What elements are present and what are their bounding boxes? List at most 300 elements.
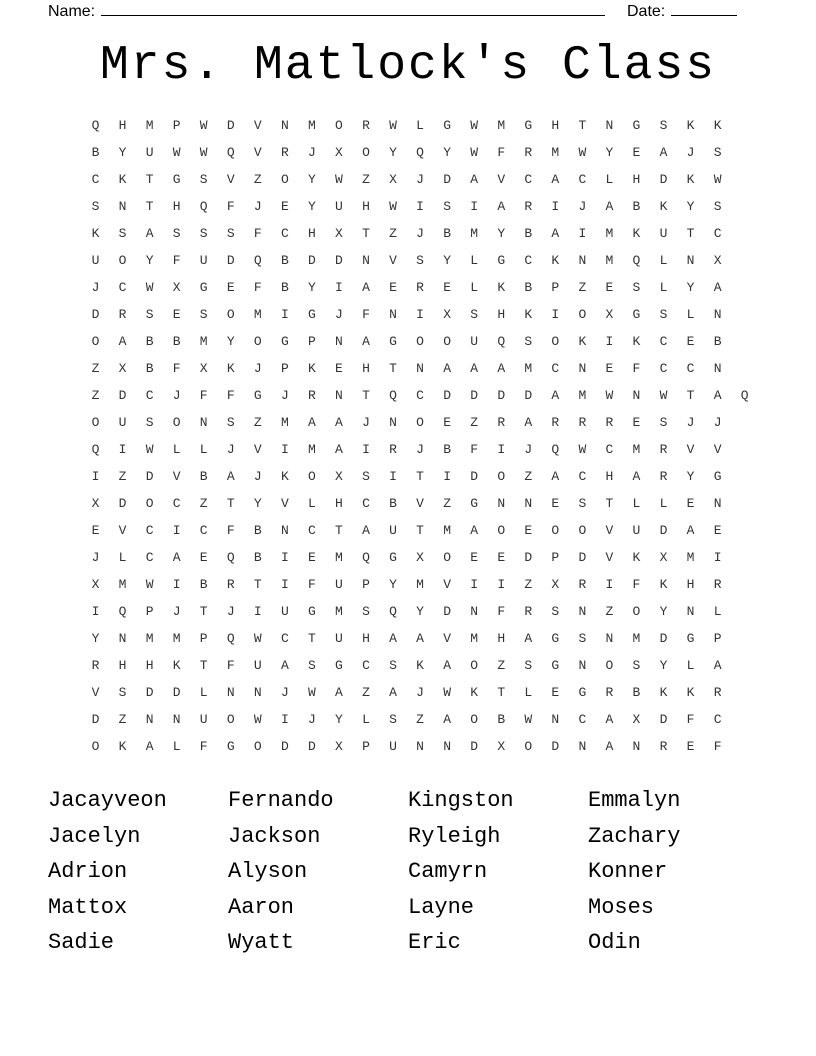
grid-letter: G (307, 604, 316, 619)
grid-letter: P (307, 334, 316, 349)
grid-letter: B (280, 253, 289, 268)
grid-letter: E (335, 361, 343, 376)
grid-letter: X (335, 226, 343, 241)
grid-letter: R (416, 280, 424, 295)
grid-row (82, 467, 758, 494)
grid-letter: S (118, 226, 127, 241)
grid-letter: P (551, 280, 560, 295)
grid-letter: C (91, 172, 100, 187)
grid-letter: T (686, 226, 695, 241)
grid-letter: L (686, 307, 695, 322)
grid-letter: F (713, 739, 722, 754)
grid-letter: I (362, 442, 370, 457)
grid-letter: T (416, 523, 424, 538)
grid-letter: O (470, 712, 479, 727)
grid-letter: I (497, 442, 506, 457)
grid-letter: T (145, 172, 154, 187)
grid-letter: Z (524, 469, 533, 484)
grid-letter: D (91, 712, 100, 727)
grid-letter: D (145, 685, 154, 700)
grid-letter: I (443, 469, 452, 484)
grid-letter: V (443, 577, 452, 592)
grid-letter: O (632, 604, 641, 619)
grid-letter: U (389, 523, 397, 538)
grid-letter: Q (226, 631, 235, 646)
grid-letter: H (145, 658, 154, 673)
grid-letter: R (713, 577, 722, 592)
grid-letter: I (280, 442, 289, 457)
grid-letter: O (118, 253, 127, 268)
grid-letter: E (551, 496, 560, 511)
grid-letter: J (253, 199, 262, 214)
grid-letter: V (686, 442, 695, 457)
grid-letter: K (659, 685, 668, 700)
grid-letter: A (280, 658, 289, 673)
grid-letter: Y (145, 253, 154, 268)
grid-letter: I (578, 226, 587, 241)
grid-letter: C (713, 712, 722, 727)
grid-letter: A (632, 469, 641, 484)
grid-letter: U (470, 334, 479, 349)
grid-letter: O (578, 523, 587, 538)
grid-letter: K (578, 334, 587, 349)
grid-row (82, 359, 758, 386)
grid-letter: W (335, 172, 343, 187)
grid-letter: Y (226, 334, 235, 349)
grid-letter: R (524, 145, 533, 160)
word-list-item: Odin (588, 930, 641, 956)
grid-letter: L (713, 604, 722, 619)
grid-letter: Y (605, 145, 614, 160)
grid-letter: V (389, 253, 397, 268)
grid-letter: I (713, 550, 722, 565)
grid-letter: J (416, 172, 424, 187)
grid-letter: I (91, 469, 100, 484)
grid-letter: K (686, 172, 695, 187)
grid-letter: A (362, 523, 370, 538)
grid-letter: N (713, 361, 722, 376)
grid-letter: G (578, 685, 587, 700)
grid-letter: L (199, 685, 208, 700)
grid-letter: M (145, 631, 154, 646)
grid-letter: X (551, 577, 560, 592)
grid-letter: X (199, 361, 208, 376)
grid-letter: R (659, 442, 668, 457)
grid-letter: X (389, 172, 397, 187)
grid-letter: M (605, 253, 614, 268)
grid-letter: O (497, 469, 506, 484)
grid-letter: G (524, 118, 533, 133)
grid-letter: U (659, 226, 668, 241)
grid-letter: N (686, 604, 695, 619)
grid-letter: X (605, 307, 614, 322)
grid-letter: N (118, 199, 127, 214)
grid-letter: Y (497, 226, 506, 241)
grid-letter: N (226, 685, 235, 700)
grid-letter: L (659, 253, 668, 268)
grid-letter: Z (118, 712, 127, 727)
grid-letter: S (524, 334, 533, 349)
grid-letter: G (199, 280, 208, 295)
grid-letter: T (199, 604, 208, 619)
grid-letter: B (524, 280, 533, 295)
grid-letter: V (605, 550, 614, 565)
grid-letter: X (443, 307, 452, 322)
word-list-item: Wyatt (228, 930, 295, 956)
grid-letter: G (389, 334, 397, 349)
grid-letter: N (686, 253, 695, 268)
grid-letter: Q (416, 145, 424, 160)
grid-letter: O (226, 712, 235, 727)
grid-letter: J (280, 388, 289, 403)
grid-letter: G (686, 631, 695, 646)
grid-letter: Q (389, 604, 397, 619)
grid-letter: O (470, 658, 479, 673)
grid-letter: Z (416, 712, 424, 727)
grid-letter: W (199, 118, 208, 133)
grid-letter: N (199, 415, 208, 430)
grid-letter: L (659, 280, 668, 295)
grid-row (82, 683, 758, 710)
grid-row (82, 440, 758, 467)
grid-letter: R (659, 739, 668, 754)
grid-letter: T (389, 361, 397, 376)
grid-letter: H (362, 199, 370, 214)
grid-letter: L (470, 280, 479, 295)
grid-letter: B (497, 712, 506, 727)
grid-letter: Z (362, 172, 370, 187)
word-list-item: Mattox (48, 894, 128, 920)
grid-letter: I (416, 307, 424, 322)
grid-letter: M (632, 631, 641, 646)
grid-letter: R (578, 415, 587, 430)
grid-letter: A (145, 226, 154, 241)
grid-letter: R (659, 469, 668, 484)
grid-letter: S (199, 307, 208, 322)
grid-letter: F (686, 712, 695, 727)
grid-letter: U (280, 604, 289, 619)
grid-letter: C (659, 334, 668, 349)
grid-letter: J (172, 604, 181, 619)
grid-letter: A (118, 334, 127, 349)
grid-letter: D (497, 388, 506, 403)
grid-letter: E (172, 307, 181, 322)
grid-letter: P (551, 550, 560, 565)
grid-letter: B (145, 361, 154, 376)
word-list-item: Sadie (48, 930, 115, 956)
grid-letter: C (145, 523, 154, 538)
grid-letter: T (605, 496, 614, 511)
word-list-item: Camyrn (408, 859, 488, 885)
grid-letter: G (443, 118, 452, 133)
word-list-item: Eric (408, 930, 461, 956)
grid-letter: S (199, 226, 208, 241)
grid-letter: M (524, 361, 533, 376)
grid-letter: V (443, 631, 452, 646)
grid-letter: M (199, 334, 208, 349)
grid-letter: F (253, 280, 262, 295)
grid-letter: U (199, 253, 208, 268)
grid-letter: L (172, 739, 181, 754)
grid-row (82, 602, 758, 629)
grid-letter: W (172, 145, 181, 160)
grid-letter: N (713, 496, 722, 511)
grid-letter: N (578, 361, 587, 376)
grid-letter: V (713, 442, 722, 457)
grid-letter: H (118, 118, 127, 133)
grid-letter: M (578, 388, 587, 403)
grid-letter: O (578, 307, 587, 322)
date-blank-line (671, 0, 737, 16)
grid-letter: S (659, 118, 668, 133)
grid-letter: Q (740, 388, 749, 403)
grid-letter: H (551, 118, 560, 133)
grid-letter: H (307, 226, 316, 241)
grid-letter: S (362, 469, 370, 484)
word-list-item: Emmalyn (588, 788, 681, 813)
grid-letter: D (335, 253, 343, 268)
grid-letter: B (199, 577, 208, 592)
grid-letter: C (713, 226, 722, 241)
grid-letter: H (497, 631, 506, 646)
grid-letter: I (497, 577, 506, 592)
grid-letter: K (416, 658, 424, 673)
grid-letter: O (551, 334, 560, 349)
grid-letter: I (605, 334, 614, 349)
grid-letter: O (91, 739, 100, 754)
grid-letter: S (659, 307, 668, 322)
grid-letter: X (172, 280, 181, 295)
grid-letter: D (578, 550, 587, 565)
grid-letter: U (253, 658, 262, 673)
grid-letter: Y (416, 604, 424, 619)
grid-letter: I (470, 199, 479, 214)
grid-letter: F (497, 604, 506, 619)
grid-letter: O (497, 523, 506, 538)
grid-letter: O (280, 172, 289, 187)
grid-letter: A (497, 361, 506, 376)
grid-letter: Y (686, 280, 695, 295)
grid-letter: O (172, 415, 181, 430)
grid-letter: Z (470, 415, 479, 430)
grid-letter: M (470, 226, 479, 241)
grid-letter: Y (686, 199, 695, 214)
grid-letter: J (416, 226, 424, 241)
grid-letter: N (551, 712, 560, 727)
grid-letter: O (524, 739, 533, 754)
grid-letter: E (280, 199, 289, 214)
grid-letter: E (307, 550, 316, 565)
grid-letter: F (470, 442, 479, 457)
grid-letter: N (416, 361, 424, 376)
grid-letter: V (253, 118, 262, 133)
grid-row (82, 521, 758, 548)
grid-letter: X (497, 739, 506, 754)
grid-letter: B (443, 226, 452, 241)
grid-letter: Q (91, 442, 100, 457)
grid-letter: I (470, 577, 479, 592)
grid-letter: N (578, 658, 587, 673)
grid-letter: O (443, 334, 452, 349)
grid-letter: B (145, 334, 154, 349)
grid-letter: C (280, 631, 289, 646)
grid-letter: J (362, 415, 370, 430)
grid-letter: J (172, 388, 181, 403)
grid-letter: E (226, 280, 235, 295)
grid-letter: W (470, 145, 479, 160)
grid-letter: G (632, 307, 641, 322)
grid-letter: D (118, 496, 127, 511)
grid-letter: T (497, 685, 506, 700)
grid-letter: S (659, 415, 668, 430)
grid-letter: Q (497, 334, 506, 349)
grid-letter: R (605, 415, 614, 430)
grid-letter: F (632, 577, 641, 592)
grid-letter: Y (307, 280, 316, 295)
grid-letter: Y (443, 145, 452, 160)
grid-letter: E (686, 496, 695, 511)
grid-letter: D (172, 685, 181, 700)
word-list-item: Zachary (588, 823, 681, 849)
grid-letter: C (307, 523, 316, 538)
grid-letter: K (280, 469, 289, 484)
grid-row (82, 494, 758, 521)
grid-letter: A (605, 712, 614, 727)
grid-letter: F (172, 361, 181, 376)
grid-letter: T (199, 658, 208, 673)
grid-letter: P (362, 739, 370, 754)
grid-row (82, 116, 758, 143)
grid-letter: Z (253, 172, 262, 187)
grid-letter: C (524, 172, 533, 187)
grid-letter: F (226, 658, 235, 673)
grid-letter: O (253, 739, 262, 754)
grid-letter: N (280, 118, 289, 133)
grid-letter: S (524, 658, 533, 673)
grid-letter: R (118, 307, 127, 322)
grid-letter: R (551, 415, 560, 430)
grid-letter: I (416, 199, 424, 214)
grid-letter: C (578, 172, 587, 187)
grid-letter: D (226, 253, 235, 268)
grid-letter: Y (659, 658, 668, 673)
grid-letter: I (280, 550, 289, 565)
grid-letter: K (686, 118, 695, 133)
grid-letter: A (524, 415, 533, 430)
grid-letter: J (253, 361, 262, 376)
grid-letter: S (226, 415, 235, 430)
grid-letter: N (578, 739, 587, 754)
grid-letter: Y (335, 712, 343, 727)
grid-letter: Y (686, 469, 695, 484)
grid-letter: F (172, 253, 181, 268)
grid-letter: W (145, 577, 154, 592)
grid-letter: W (389, 199, 397, 214)
word-list-item: Moses (588, 894, 655, 920)
grid-row (82, 548, 758, 575)
grid-letter: R (605, 685, 614, 700)
grid-letter: Z (605, 604, 614, 619)
grid-letter: T (416, 469, 424, 484)
grid-letter: H (172, 199, 181, 214)
name-label: Name: (48, 3, 96, 20)
grid-letter: E (524, 523, 533, 538)
grid-letter: L (686, 658, 695, 673)
grid-letter: N (253, 685, 262, 700)
grid-letter: M (253, 307, 262, 322)
grid-letter: D (524, 388, 533, 403)
grid-letter: G (713, 469, 722, 484)
grid-letter: O (307, 469, 316, 484)
grid-letter: A (605, 739, 614, 754)
grid-letter: A (524, 631, 533, 646)
grid-letter: C (578, 712, 587, 727)
grid-letter: W (253, 631, 262, 646)
grid-letter: N (497, 496, 506, 511)
grid-letter: H (497, 307, 506, 322)
grid-letter: X (659, 550, 668, 565)
grid-letter: B (253, 550, 262, 565)
grid-letter: S (172, 226, 181, 241)
grid-letter: A (470, 523, 479, 538)
grid-letter: I (551, 307, 560, 322)
grid-letter: P (145, 604, 154, 619)
grid-letter: P (172, 118, 181, 133)
grid-letter: Z (443, 496, 452, 511)
grid-letter: N (632, 739, 641, 754)
grid-letter: W (470, 118, 479, 133)
grid-letter: A (226, 469, 235, 484)
grid-letter: T (686, 388, 695, 403)
grid-letter: S (145, 415, 154, 430)
grid-letter: Q (551, 442, 560, 457)
grid-letter: J (307, 712, 316, 727)
grid-letter: W (145, 280, 154, 295)
grid-letter: Q (118, 604, 127, 619)
word-list (48, 783, 768, 961)
grid-letter: B (632, 685, 641, 700)
grid-letter: Q (253, 253, 262, 268)
grid-letter: A (470, 361, 479, 376)
grid-letter: K (659, 577, 668, 592)
grid-letter: M (632, 442, 641, 457)
grid-letter: P (199, 631, 208, 646)
grid-letter: E (497, 550, 506, 565)
grid-letter: M (145, 118, 154, 133)
grid-letter: D (443, 388, 452, 403)
grid-letter: S (226, 226, 235, 241)
grid-letter: J (524, 442, 533, 457)
grid-letter: O (91, 334, 100, 349)
grid-letter: N (172, 712, 181, 727)
grid-letter: E (605, 361, 614, 376)
grid-letter: G (470, 496, 479, 511)
grid-letter: G (632, 118, 641, 133)
grid-letter: Y (307, 199, 316, 214)
grid-letter: W (145, 442, 154, 457)
grid-letter: H (362, 361, 370, 376)
grid-letter: C (416, 388, 424, 403)
grid-letter: B (91, 145, 100, 160)
grid-letter: K (497, 280, 506, 295)
grid-letter: Z (362, 685, 370, 700)
grid-letter: J (226, 442, 235, 457)
grid-letter: J (280, 685, 289, 700)
grid-row (82, 278, 758, 305)
grid-letter: A (307, 415, 316, 430)
grid-letter: Y (389, 145, 397, 160)
grid-letter: A (551, 469, 560, 484)
